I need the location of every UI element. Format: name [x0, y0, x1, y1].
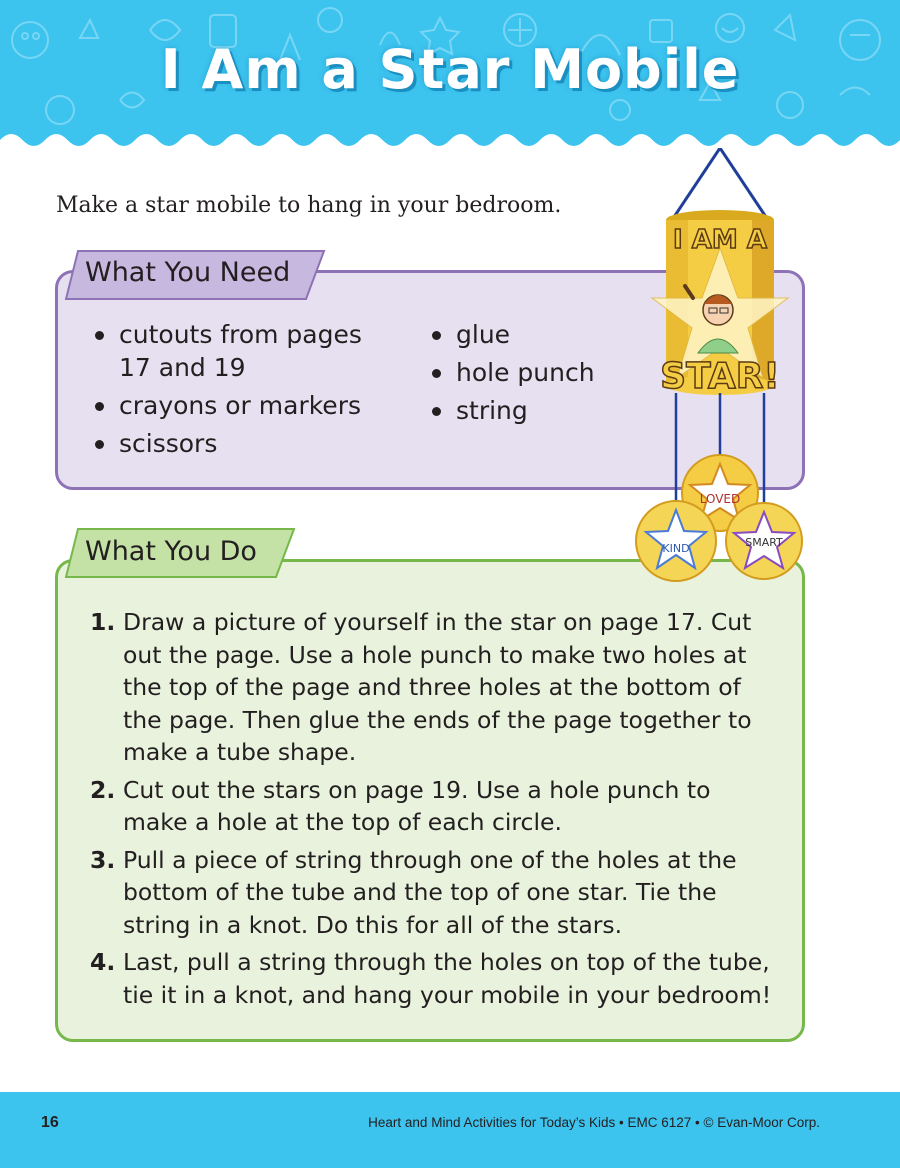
step-text: Cut out the stars on page 19. Use a hole punch to make a hole at the top of each circle.	[123, 775, 711, 836]
tube-bottom-text: STAR!	[660, 356, 780, 397]
list-item: string	[429, 394, 649, 427]
star-disc-kind	[636, 501, 716, 581]
step-number: 3.	[90, 845, 116, 874]
star-label: LOVED	[699, 492, 741, 506]
steps-list	[90, 606, 780, 1016]
step-text: Draw a picture of yourself in the star on page 17. Cut out the page. Use a hole punch to make two holes at the top of the page and three holes at the bottom of the page. Then glue the ends of the page together to make a tube shape.	[123, 608, 752, 766]
step-number: 4.	[90, 948, 116, 976]
tube-top-text: I AM A	[673, 225, 767, 255]
page-title: I Am a Star Mobile	[160, 38, 740, 101]
step-text: Pull a piece of string through one of the holes at the bottom of the tube and the top of one star. Tie the string in a knot. Do this for all of the stars.	[123, 845, 737, 939]
star-label: KIND	[662, 542, 690, 555]
star-disc-smart	[726, 503, 802, 579]
what-you-need-heading: What You Need	[85, 257, 291, 288]
list-item: glue	[429, 318, 649, 351]
star-label: SMART	[745, 536, 783, 549]
step-text: Last, pull a string through the holes on top of the tube, tie it in a knot, and hang your mobile in your bedroom!	[123, 948, 772, 1009]
step-number: 1.	[90, 608, 116, 636]
step-item	[90, 946, 780, 1011]
intro-text: Make a star mobile to hang in your bedroom.	[56, 193, 562, 218]
list-item: hole punch	[429, 356, 649, 389]
page-header	[0, 0, 900, 150]
list-item: crayons or markers	[92, 389, 392, 422]
needs-list-right	[429, 318, 649, 432]
needs-list-left	[92, 318, 392, 465]
step-item	[90, 606, 780, 769]
list-item: cutouts from pages 17 and 19	[92, 318, 392, 384]
footer-credit: Heart and Mind Activities for Today’s Kids • EMC 6127 • © Evan-Moor Corp.	[368, 1115, 820, 1130]
step-item	[90, 774, 780, 839]
star-mobile-photo	[628, 148, 900, 588]
step-number: 2.	[90, 775, 116, 804]
wavy-edge	[0, 128, 900, 150]
page-footer	[0, 1092, 900, 1168]
list-item: scissors	[92, 427, 392, 460]
what-you-do-heading: What You Do	[85, 536, 257, 567]
page-number: 16	[41, 1114, 59, 1131]
step-item	[90, 844, 780, 942]
